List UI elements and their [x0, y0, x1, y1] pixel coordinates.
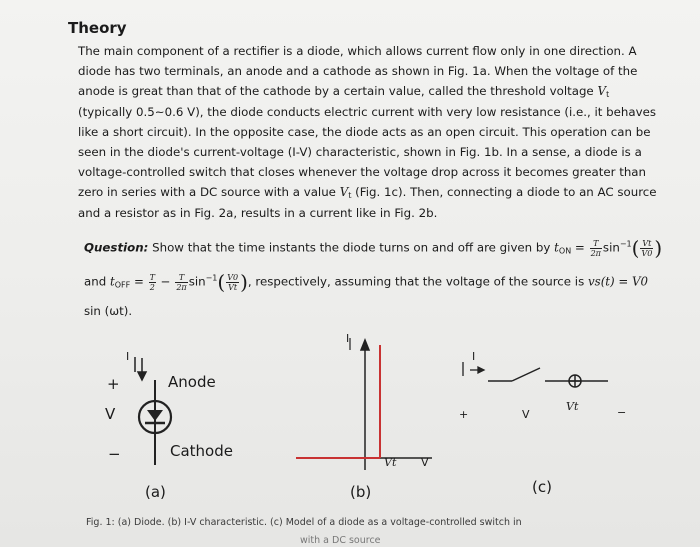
- fig-a-voltage: V: [105, 405, 116, 423]
- para-line-8: zero in series with a DC source with a value $V_t$ (Fig. 1c). Then, connecting a diode to an AC source: [78, 185, 657, 201]
- fig-b-caption-label: (b): [350, 483, 372, 501]
- question-line-3: sin (ωt).: [84, 304, 133, 318]
- figure-caption-cut: with a DC source: [300, 535, 381, 546]
- fig-a-caption-label: (a): [145, 483, 166, 501]
- iv-axes: [296, 340, 432, 470]
- fig-c-caption-label: (c): [532, 478, 552, 496]
- current-arrow-a: [135, 357, 146, 380]
- para-line-6: seen in the diode's current-voltage (I-V) characteristic, shown in Fig. 1b. In a sense, a diode is a: [78, 144, 642, 159]
- fig-c-plus: +: [459, 408, 469, 421]
- fig-c-minus: −: [617, 406, 627, 419]
- theory-paragraph: [78, 41, 666, 223]
- fig-b-v: V: [421, 456, 429, 469]
- fig-c-v: V: [522, 408, 530, 421]
- fig-c-current: I: [472, 350, 476, 363]
- cathode-label: Cathode: [170, 442, 233, 460]
- question-line-1: Question: Show that the time instants the diode turns on and off are given by $t_{ON}$ = $\frac{T}{2\pi}$ $\sin^{-1}$( $\frac{Vt}{V0}$ ): [84, 236, 663, 260]
- fig-a-minus: −: [108, 445, 121, 463]
- heading-theory: Theory: [68, 19, 127, 37]
- fig-b-current: I: [346, 332, 350, 345]
- fig-a-plus: +: [107, 375, 120, 393]
- para-line-4: (typically 0.5~0.6 V), the diode conducts electric current with very low resistance (i.e., it behaves: [78, 104, 656, 119]
- figure-caption: Fig. 1: (a) Diode. (b) I-V characteristic. (c) Model of a diode as a voltage-controlled switch in: [86, 517, 522, 528]
- question-line-2: and $t_{OFF}$ = $\frac{T}{2}$ − $\frac{T}{2\pi}$ $\sin^{-1}$( $\frac{V0}{Vt}$ ), respectively, assuming that the voltage of the source is vs(t) = V0: [84, 270, 649, 294]
- figure-1: [0, 330, 700, 547]
- vt-symbol: V: [597, 84, 606, 99]
- diode-symbol: [139, 380, 171, 465]
- fig-a-current: I: [126, 350, 130, 363]
- para-line-9: and a resistor as in Fig. 2a, results in a current like in Fig. 2b.: [78, 205, 438, 220]
- iv-curve: [296, 345, 380, 458]
- switch-model: [488, 368, 608, 387]
- para-line-7: voltage-controlled switch that closes whenever the voltage drop across it becomes greater than: [78, 165, 646, 180]
- question-label: Question:: [84, 240, 149, 255]
- figure-drawing: [0, 330, 700, 547]
- para-line-1: The main component of a rectifier is a diode, which allows current flow only in one direction. A: [78, 44, 637, 58]
- para-line-3: anode is great than that of the cathode by a certain value, called the threshold voltage $V_t$: [78, 84, 610, 100]
- fig-c-vt: Vt: [566, 400, 579, 413]
- para-line-5: like a short circuit). In the opposite case, the diode acts as an open circuit. This operation can be: [78, 124, 651, 139]
- current-arrow-c: [463, 362, 484, 376]
- anode-label: Anode: [168, 373, 216, 391]
- para-line-2: diode has two terminals, an anode and a cathode as shown in Fig. 1a. When the voltage of the: [78, 64, 638, 79]
- fig-b-vt: Vt: [384, 456, 397, 469]
